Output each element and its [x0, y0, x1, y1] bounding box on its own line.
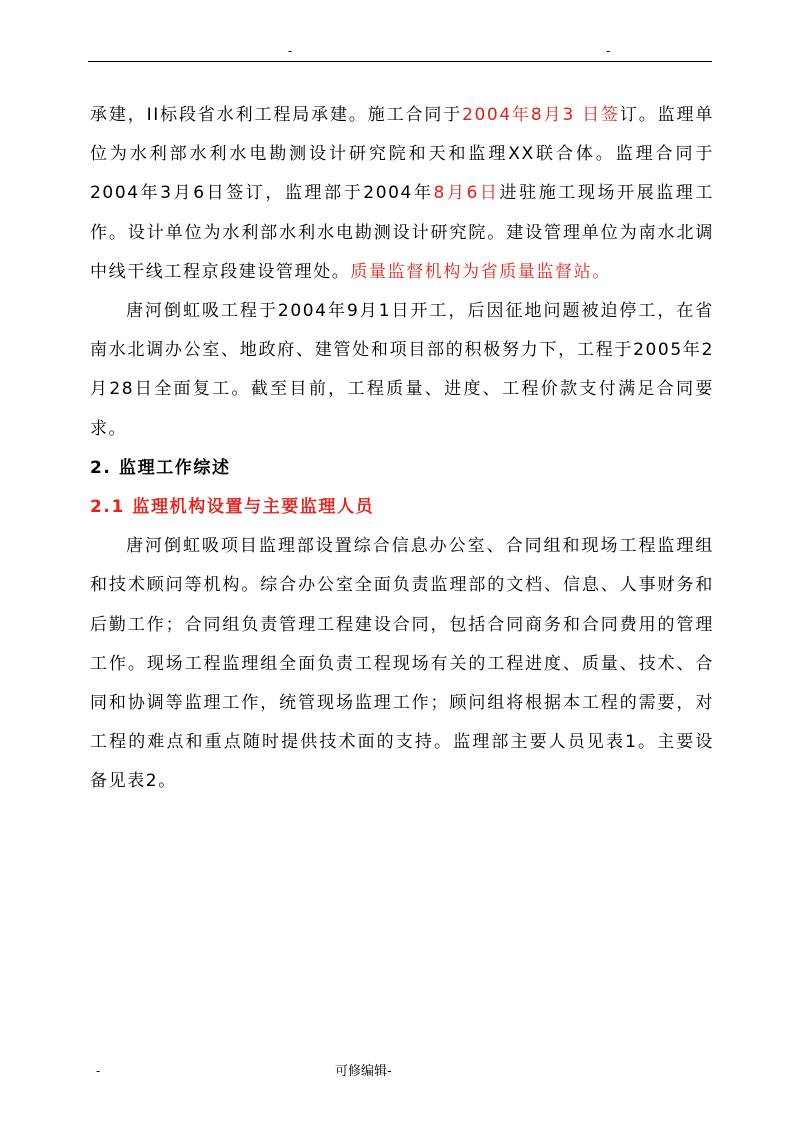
text-run: 唐河倒虹吸工程于2004年9月1日开工，后因征地问题被迫停工，在省南水北调办公室、地政府、建管处和项目部的积极努力下，工程于2005年2月28日全面复工。截至目前，工程质量、进度、工程价款支付满足合同要求。 — [90, 301, 714, 439]
paragraph-project-overview — [90, 96, 714, 292]
text-run: 订。监理单位为水利部水利水电勘测设计研究院和天和监理XX联合体。监理合同于2004年3月6日签订，监理部于2004年 — [90, 105, 714, 204]
text-run: 进驻施工现场开展监理工作。设计单位为水利部水利水电勘测设计研究院。建设管理单位为南水北调中线干线工程京段建设管理处。 — [90, 183, 714, 282]
footer-text: 可修编辑- — [335, 1064, 392, 1079]
text-run-highlight: 质量监督机构为省质量监督站。 — [350, 261, 611, 282]
paragraph-construction-status — [90, 292, 714, 449]
document-body — [90, 96, 714, 802]
text-run-highlight: 8月6日 — [433, 183, 500, 204]
footer-dash: - — [96, 1064, 101, 1078]
header-right-mark: - — [606, 44, 611, 58]
subsection-heading: 2.1 监理机构设置与主要监理人员 — [90, 497, 375, 518]
header-left-mark: - — [288, 44, 293, 58]
text-run-highlight: 2004年8月3 日签 — [462, 105, 620, 125]
section-heading: 2. 监理工作综述 — [90, 457, 231, 478]
header-rule — [88, 61, 712, 62]
paragraph-organization: 唐河倒虹吸项目监理部设置综合信息办公室、合同组和现场工程监理组和技术顾问等机构。综合办公室全面负责监理部的文档、信息、人事财务和后勤工作；合同组负责管理工程建设合同，包括合同商务和合同费用的管理工作。现场工程监理组全面负责工程现场有关的工程进度、质量、技术、合同和协调等监理工作，统管现场监理工作；顾问组将根据本工程的需要，对工程的难点和重点随时提供技术面的支持。监理部主要人员见表1。主要设备见表2。 — [90, 536, 714, 792]
text-run: 承建，II标段省水利工程局承建。施工合同于 — [90, 105, 463, 125]
